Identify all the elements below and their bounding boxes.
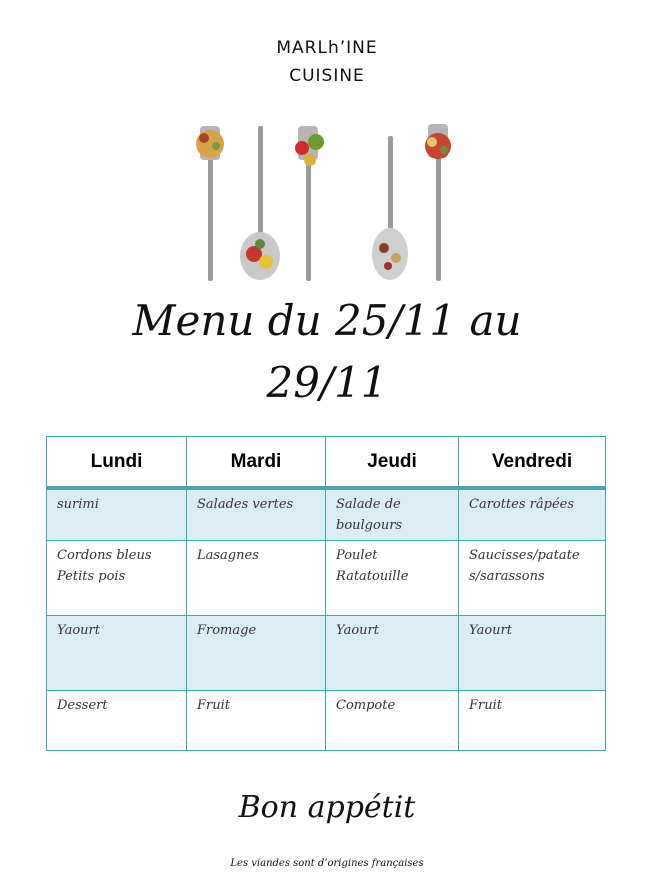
- table-cell: [47, 616, 187, 691]
- table-cell: [459, 691, 606, 751]
- table-cell: [326, 541, 459, 616]
- cell-text: Yaourt: [469, 623, 512, 638]
- table-cell: [459, 488, 606, 541]
- table-cell: [326, 691, 459, 751]
- cell-text: Lasagnes: [197, 548, 259, 563]
- brand-name: [0, 34, 654, 90]
- day-header: Lundi: [47, 437, 187, 489]
- day-header: Vendredi: [459, 437, 606, 489]
- table-cell: [187, 616, 326, 691]
- table-cell: [326, 488, 459, 541]
- cell-text: Carottes râpées: [469, 497, 575, 512]
- title-line-2: 29/11: [266, 358, 388, 407]
- cell-text: Dessert: [57, 698, 108, 713]
- cell-text: Petits pois: [57, 569, 126, 584]
- cell-text: Saucisses/patate: [469, 548, 580, 563]
- spoon-icon: [240, 126, 280, 280]
- table-cell: [459, 616, 606, 691]
- day-header: Mardi: [187, 437, 326, 489]
- cell-text: Yaourt: [57, 623, 100, 638]
- table-cell: [47, 488, 187, 541]
- cell-text: Fruit: [469, 698, 502, 713]
- table-row: [47, 488, 606, 541]
- menu-table: [46, 436, 606, 751]
- table-row: [47, 616, 606, 691]
- cell-text: surimi: [57, 497, 99, 512]
- cell-text: s/sarassons: [469, 569, 545, 584]
- table-cell: [187, 541, 326, 616]
- spoon-icon: [372, 136, 408, 280]
- table-cell: [187, 691, 326, 751]
- cell-text: Salade de: [336, 497, 401, 512]
- cutlery-with-food-icon: [170, 116, 470, 286]
- fork-icon: [425, 124, 451, 281]
- brand-line-2: CUISINE: [289, 66, 365, 86]
- table-cell: [47, 541, 187, 616]
- table-cell: [187, 488, 326, 541]
- table-row: [47, 691, 606, 751]
- greeting: Bon appétit: [238, 790, 416, 825]
- table-cell: [47, 691, 187, 751]
- page-title: [0, 290, 654, 414]
- cell-text: Yaourt: [336, 623, 379, 638]
- table-row: [47, 541, 606, 616]
- cell-text: Cordons bleus: [57, 548, 152, 563]
- cell-text: Salades vertes: [197, 497, 294, 512]
- cell-text: Compote: [336, 698, 396, 713]
- fork-icon: [196, 126, 224, 281]
- cell-text: Fruit: [197, 698, 230, 713]
- brand-line-1: MARLh’INE: [276, 38, 378, 58]
- cell-text: Ratatouille: [336, 569, 409, 584]
- fork-icon: [295, 126, 324, 281]
- cell-text: Fromage: [197, 623, 257, 638]
- table-cell: [459, 541, 606, 616]
- footer-note: Les viandes sont d’origines françaises: [230, 858, 424, 869]
- header-row: [47, 437, 606, 489]
- table-cell: [326, 616, 459, 691]
- cell-text: boulgours: [336, 518, 403, 533]
- title-line-1: Menu du 25/11 au: [132, 296, 522, 345]
- cell-text: Poulet: [336, 548, 378, 563]
- day-header: Jeudi: [326, 437, 459, 489]
